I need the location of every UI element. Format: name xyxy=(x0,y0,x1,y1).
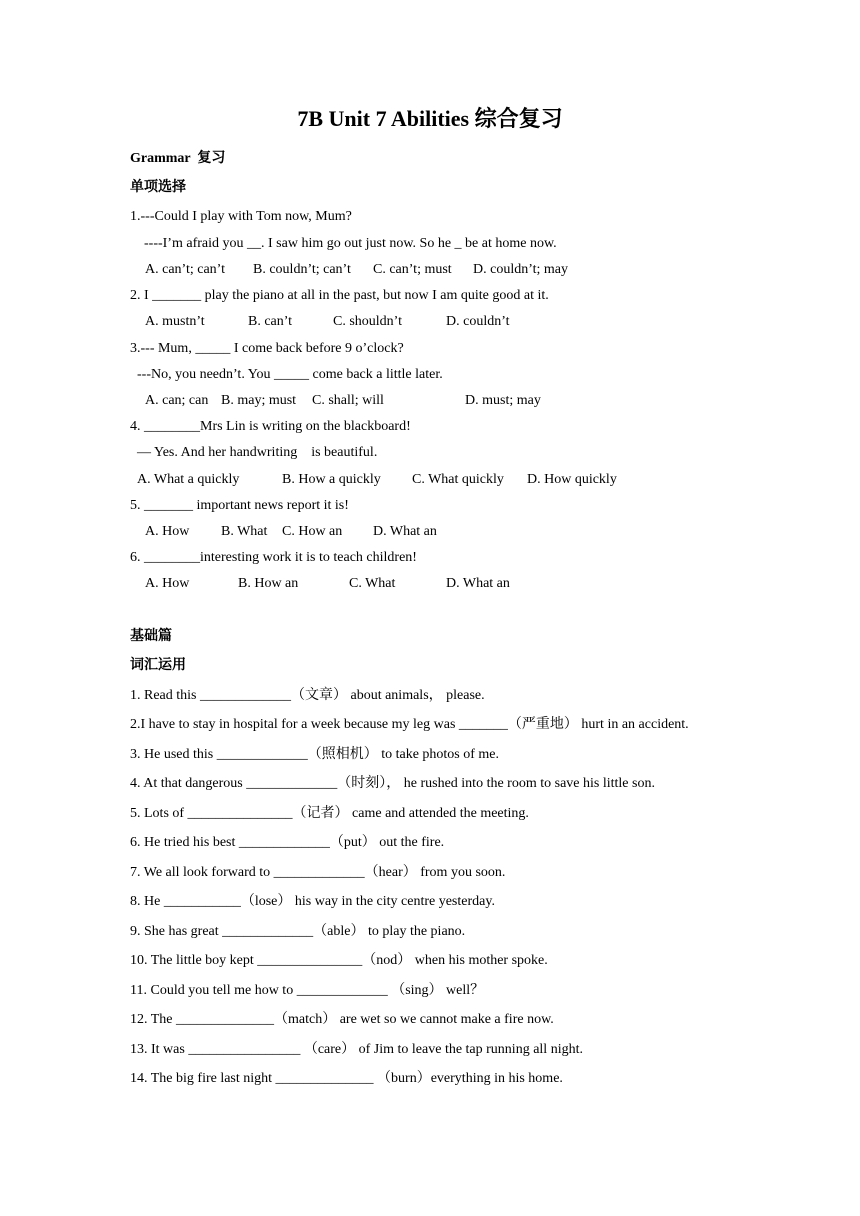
question-3-option-c: C. shall; will xyxy=(312,393,384,408)
question-2-option-a: A. mustn’t xyxy=(145,314,205,329)
vocab-item-2: 2.I have to stay in hospital for a week because my leg was _______（严重地） hurt in an accident. xyxy=(130,717,689,732)
grammar-heading: Grammar 复习 xyxy=(130,151,226,166)
vocab-item-1: 1. Read this _____________（文章） about animals， please. xyxy=(130,688,485,703)
vocab-item-11: 11. Could you tell me how to _____________ （sing） well？ xyxy=(130,983,485,998)
question-3-option-b: B. may; must xyxy=(221,393,297,408)
question-2-option-b: B. can’t xyxy=(248,314,293,329)
question-1-option-c: C. can’t; must xyxy=(373,262,452,277)
question-5-option-b: B. What xyxy=(221,524,268,539)
vocab-item-12: 12. The ______________（match） are wet so we cannot make a fire now. xyxy=(130,1012,554,1027)
question-6-option-b: B. How an xyxy=(238,576,299,591)
question-4-option-b: B. How a quickly xyxy=(282,472,381,487)
vocab-item-3: 3. He used this _____________（照相机） to take photos of me. xyxy=(130,747,500,762)
question-2-option-d: D. couldn’t xyxy=(446,314,510,329)
vocab-item-4: 4. At that dangerous _____________（时刻）， he rushed into the room to save his little son. xyxy=(130,776,655,791)
question-6-option-c: C. What xyxy=(349,576,396,591)
question-1-line-2: ----I’m afraid you __. I saw him go out just now. So he _ be at home now. xyxy=(130,236,557,251)
vocab-item-10: 10. The little boy kept _______________（nod） when his mother spoke. xyxy=(130,953,548,968)
question-3-line-2: ---No, you needn’t. You _____ come back a little later. xyxy=(130,367,443,382)
question-4-line-2: — Yes. And her handwriting is beautiful. xyxy=(130,445,378,460)
vocab-item-7: 7. We all look forward to _____________（hear） from you soon. xyxy=(130,865,506,880)
vocab-item-13: 13. It was ________________ （care） of Jim to leave the tap running all night. xyxy=(130,1042,583,1057)
mc-heading: 单项选择 xyxy=(130,180,186,195)
question-1-line-1: 1.---Could I play with Tom now, Mum? xyxy=(130,209,352,224)
question-2-line-1: 2. I _______ play the piano at all in the past, but now I am quite good at it. xyxy=(130,288,549,303)
question-6-line-1: 6. ________interesting work it is to teach children! xyxy=(130,550,417,565)
vocab-item-5: 5. Lots of _______________（记者） came and attended the meeting. xyxy=(130,806,529,821)
basic-heading: 基础篇 xyxy=(130,629,172,644)
question-3-option-d: D. must; may xyxy=(465,393,541,408)
vocab-item-8: 8. He ___________（lose） his way in the city centre yesterday. xyxy=(130,894,495,909)
question-1-option-b: B. couldn’t; can’t xyxy=(253,262,351,277)
vocab-item-9: 9. She has great _____________（able） to play the piano. xyxy=(130,924,466,939)
question-5-option-d: D. What an xyxy=(373,524,437,539)
question-3-option-a: A. can; can xyxy=(145,393,209,408)
vocab-item-14: 14. The big fire last night ______________ （burn）everything in his home. xyxy=(130,1071,563,1086)
question-5-line-1: 5. _______ important news report it is! xyxy=(130,498,349,513)
question-6-option-d: D. What an xyxy=(446,576,510,591)
question-4-option-a: A. What a quickly xyxy=(137,472,240,487)
question-4-line-1: 4. ________Mrs Lin is writing on the blackboard! xyxy=(130,419,411,434)
question-4-option-d: D. How quickly xyxy=(527,472,617,487)
question-3-line-1: 3.--- Mum, _____ I come back before 9 o’clock? xyxy=(130,341,404,356)
question-4-option-c: C. What quickly xyxy=(412,472,504,487)
question-5-option-c: C. How an xyxy=(282,524,343,539)
vocab-heading: 词汇运用 xyxy=(130,658,186,673)
vocab-item-6: 6. He tried his best _____________（put） out the fire. xyxy=(130,835,445,850)
question-6-option-a: A. How xyxy=(145,576,190,591)
question-5-option-a: A. How xyxy=(145,524,190,539)
question-1-option-a: A. can’t; can’t xyxy=(145,262,225,277)
document-title: 7B Unit 7 Abilities 综合复习 xyxy=(297,106,563,131)
question-2-option-c: C. shouldn’t xyxy=(333,314,402,329)
question-1-option-d: D. couldn’t; may xyxy=(473,262,569,277)
